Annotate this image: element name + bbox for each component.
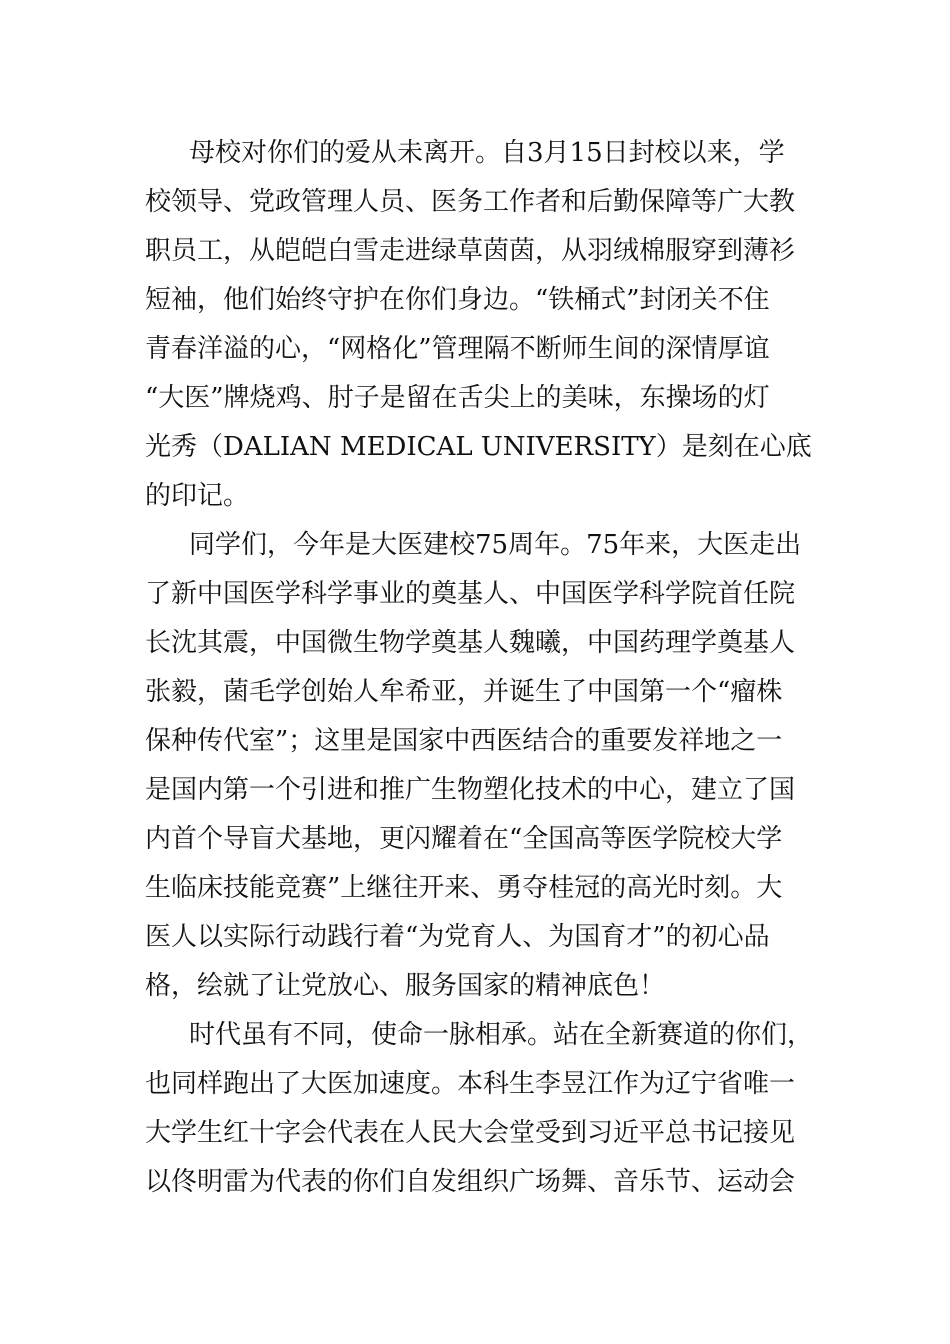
document-body	[145, 129, 815, 1207]
text-line: 光秀（DALIAN MEDICAL UNIVERSITY）是刻在心底	[145, 432, 812, 462]
text-line: 大学生红十字会代表在人民大会堂受到习近平总书记接见	[145, 1118, 796, 1148]
text-line: 青春洋溢的心，“网格化”管理隔不断师生间的深情厚谊	[145, 334, 770, 364]
text-line: 以佟明雷为代表的你们自发组织广场舞、音乐节、运动会	[145, 1167, 796, 1197]
text-line: 内首个导盲犬基地，更闪耀着在“全国高等医学院校大学	[145, 824, 783, 854]
text-line: 张毅，菌毛学创始人牟希亚，并诞生了中国第一个“瘤株	[145, 677, 783, 707]
text-line: “大医”牌烧鸡、肘子是留在舌尖上的美味，东操场的灯	[145, 383, 770, 413]
paragraph-3	[145, 1011, 815, 1207]
text-line: 生临床技能竞赛”上继往开来、勇夺桂冠的高光时刻。大	[145, 873, 783, 903]
paragraph-2	[145, 521, 815, 1011]
text-line: 职员工，从皑皑白雪走进绿草茵茵，从羽绒棉服穿到薄衫	[145, 236, 796, 266]
text-line: 医人以实际行动践行着“为党育人、为国育才”的初心品	[145, 922, 770, 952]
paragraph-1	[145, 129, 815, 521]
text-line: 母校对你们的爱从未离开。自3月15日封校以来，学	[189, 138, 785, 168]
text-line: 的印记。	[145, 481, 250, 511]
text-line: 了新中国医学科学事业的奠基人、中国医学科学院首任院	[145, 579, 796, 609]
text-line: 也同样跑出了大医加速度。本科生李昱江作为辽宁省唯一	[145, 1069, 796, 1099]
text-line: 保种传代室”；这里是国家中西医结合的重要发祥地之一	[145, 726, 783, 756]
text-line: 是国内第一个引进和推广生物塑化技术的中心，建立了国	[145, 775, 796, 805]
text-line: 格，绘就了让党放心、服务国家的精神底色！	[145, 971, 666, 1001]
text-line: 长沈其震，中国微生物学奠基人魏曦，中国药理学奠基人	[145, 628, 796, 658]
text-line: 校领导、党政管理人员、医务工作者和后勤保障等广大教	[145, 187, 796, 217]
text-line: 短袖，他们始终守护在你们身边。“铁桶式”封闭关不住	[145, 285, 770, 315]
text-line: 时代虽有不同，使命一脉相承。站在全新赛道的你们，	[189, 1020, 814, 1050]
text-line: 同学们，今年是大医建校75周年。75年来，大医走出	[189, 530, 802, 560]
